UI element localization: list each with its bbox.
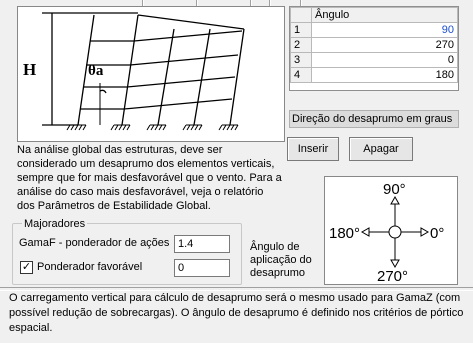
- remove-button[interactable]: Apagar: [349, 137, 413, 161]
- angle-cell[interactable]: 270: [312, 38, 458, 53]
- frame-diagram: [17, 6, 285, 142]
- angle-compass: [324, 176, 458, 285]
- angle-table[interactable]: [289, 6, 459, 91]
- angle-cell[interactable]: 180: [312, 68, 458, 83]
- favor-checkbox[interactable]: ✓: [21, 261, 32, 273]
- favor-label[interactable]: Ponderador favorável: [37, 261, 143, 273]
- height-label: H: [23, 60, 37, 79]
- favor-input[interactable]: 0: [174, 259, 230, 277]
- gamaf-input[interactable]: 1.4: [174, 235, 230, 253]
- compass-bottom-label: 270°: [377, 268, 409, 284]
- bottom-note: O carregamento vertical para cálculo de desaprumo será o mesmo usado para GamaZ (com possível redução de sobrecargas). O ângulo de desaprumo é definido nos critérios de pórtico espacial.: [9, 292, 464, 334]
- compass-left-label: 180°: [329, 225, 361, 242]
- row-header: 4: [291, 68, 312, 83]
- compass-top-label: 90°: [383, 181, 406, 198]
- angle-label: θa: [88, 63, 104, 79]
- compass-drawing: [325, 177, 457, 284]
- row-header: 2: [291, 38, 312, 53]
- group-legend: Majoradores: [24, 218, 86, 230]
- angle-cell[interactable]: 0: [312, 53, 458, 68]
- table-row[interactable]: [291, 38, 458, 53]
- corner-cell: [291, 8, 312, 23]
- direction-caption: Direção do desaprumo em graus: [289, 110, 459, 128]
- table-row[interactable]: [291, 68, 458, 83]
- gamaf-label: GamaF - ponderador de ações: [19, 237, 170, 249]
- row-header: 1: [291, 23, 312, 38]
- column-header-angle[interactable]: Ângulo: [312, 8, 458, 23]
- table-row[interactable]: [291, 53, 458, 68]
- angle-caption: Ângulo de aplicação do desaprumo: [250, 241, 312, 279]
- insert-button[interactable]: Inserir: [287, 137, 339, 161]
- table-row[interactable]: [291, 23, 458, 38]
- angle-cell[interactable]: 90: [312, 23, 458, 38]
- compass-right-label: 0°: [430, 225, 445, 242]
- frame-drawing: [18, 7, 284, 141]
- row-header: 3: [291, 53, 312, 68]
- info-text: Na análise global das estruturas, deve ser considerado um desaprumo dos elementos verticais, sempre que for mais desfavorável que o vento. Para a análise do caso mais desfavorável, veja o relatório dos Parâmetros de Estabilidade Global.: [17, 144, 282, 212]
